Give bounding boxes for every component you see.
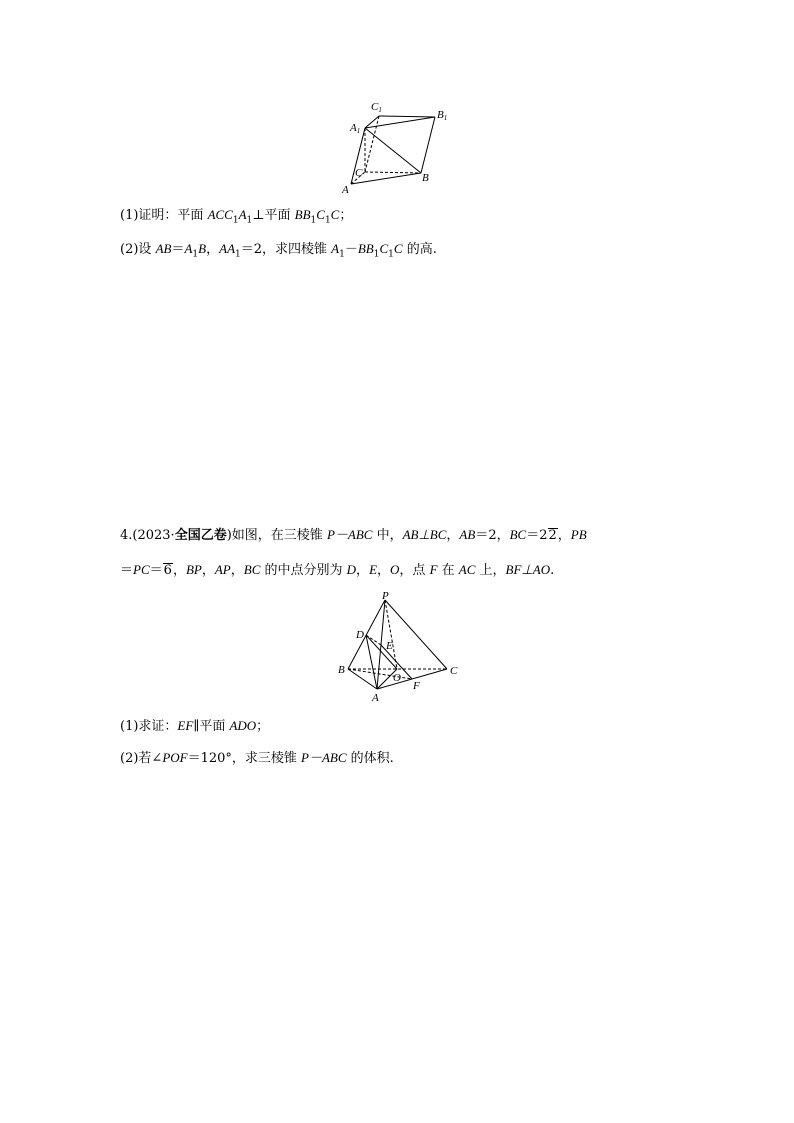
label-b: B bbox=[422, 172, 429, 184]
label-c: C bbox=[450, 665, 458, 677]
edge-p-c bbox=[385, 600, 447, 669]
edge-d-a bbox=[366, 635, 377, 689]
edge-b-f bbox=[348, 669, 412, 679]
edge-c-b bbox=[365, 172, 421, 173]
label-o: O bbox=[393, 672, 401, 684]
label-a1: A1 bbox=[350, 122, 361, 135]
edge-c1-b1 bbox=[379, 116, 435, 117]
q4-stem-line1: 4.(2023·全国乙卷)如图，在三棱锥 P－ABC 中，AB⊥BC，AB＝2，BC＝22，PB bbox=[120, 527, 587, 543]
edge-c1-c bbox=[365, 116, 379, 172]
q3-part1: (1)证明：平面 $ACC_1A_1\perp$平面 $BB_1C_1C$； bbox=[120, 207, 353, 226]
label-c: C bbox=[355, 167, 363, 179]
pyramid-figure bbox=[330, 592, 470, 704]
label-a: A bbox=[342, 184, 349, 196]
label-b: B bbox=[338, 664, 345, 676]
label-f: F bbox=[413, 680, 420, 692]
sqrt-2: 2 bbox=[548, 528, 557, 543]
q4-part2: (2)若∠POF＝120°，求三棱锥 P－ABC 的体积. bbox=[120, 750, 394, 766]
label-b1: B1 bbox=[437, 109, 448, 122]
label-d: D bbox=[356, 629, 364, 641]
label-a: A bbox=[372, 692, 379, 704]
q3-part2: (2)设 $AB=A_1B$，$AA_1=2$，求四棱锥 $A_1-BB_1C_1C$ 的高. bbox=[120, 241, 437, 260]
label-c1: C1 bbox=[371, 101, 382, 114]
edge-a1-b bbox=[365, 128, 421, 173]
q4-stem-line2: ＝PC＝6，BP，AP，BC 的中点分别为 D，E，O，点 F 在 AC 上，BF⊥AO. bbox=[120, 562, 555, 578]
edge-b-a bbox=[348, 669, 377, 689]
label-e: E bbox=[386, 640, 393, 652]
q4-source: 全国乙卷 bbox=[174, 528, 227, 543]
label-p: P bbox=[382, 592, 389, 602]
sqrt-6: 6 bbox=[163, 563, 172, 578]
edge-p-o bbox=[385, 600, 397, 669]
edge-b1-b bbox=[421, 117, 435, 173]
prism-figure bbox=[336, 98, 466, 198]
q4-part1: (1)求证：EF∥平面 ADO； bbox=[120, 718, 270, 734]
